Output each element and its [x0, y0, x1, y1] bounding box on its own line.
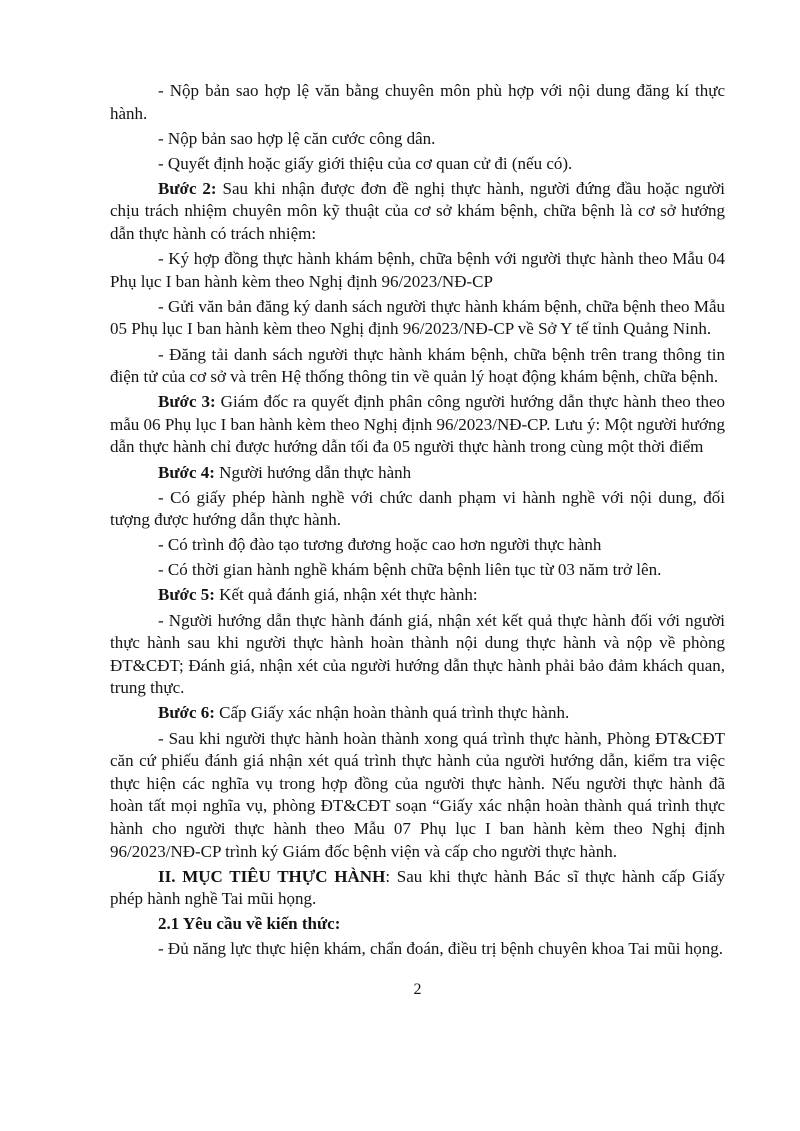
- document-paragraph: [110, 559, 725, 582]
- document-paragraph: [110, 344, 725, 389]
- paragraph-lead: Bước 6:: [158, 703, 215, 723]
- document-paragraph: [110, 80, 725, 125]
- paragraph-text: - Ký hợp đồng thực hành khám bệnh, chữa bệnh với người thực hành theo Mẫu 04 Phụ lục I ban hành kèm theo Nghị định 96/2023/NĐ-CP: [110, 249, 725, 291]
- subsection-heading-kien-thuc: [110, 913, 725, 936]
- paragraph-text: Sau khi nhận được đơn đề nghị thực hành, người đứng đầu hoặc người chịu trách nhiệm chuyên môn kỹ thuật của cơ sở khám bệnh, chữa bệnh là cơ sở hướng dẫn thực hành có trách nhiệm:: [110, 178, 725, 244]
- document-paragraph-step-3: [110, 391, 725, 459]
- paragraph-lead: II. MỤC TIÊU THỰC HÀNH: [158, 866, 386, 886]
- document-paragraph: [110, 534, 725, 557]
- document-paragraph: [110, 153, 725, 176]
- document-paragraph: [110, 610, 725, 700]
- paragraph-text: - Quyết định hoặc giấy giới thiệu của cơ quan cử đi (nếu có).: [158, 153, 573, 173]
- document-paragraph-step-4: [110, 462, 725, 485]
- page-footer: [110, 979, 725, 1002]
- document-paragraph-step-5: [110, 584, 725, 607]
- paragraph-text: : Sau khi thực hành Bác sĩ thực hành cấp Giấy phép hành nghề Tai mũi họng.: [110, 866, 725, 909]
- paragraph-text: - Nộp bản sao hợp lệ văn bằng chuyên môn phù hợp với nội dung đăng kí thực hành.: [110, 81, 725, 123]
- paragraph-text: - Gửi văn bản đăng ký danh sách người thực hành khám bệnh, chữa bệnh theo Mẫu 05 Phụ lục I ban hành kèm theo Nghị định 96/2023/NĐ-CP về Sở Y tế tỉnh Quảng Ninh.: [110, 296, 725, 339]
- paragraph-lead: Bước 2:: [158, 178, 217, 198]
- paragraph-text: - Nộp bản sao hợp lệ căn cước công dân.: [158, 128, 436, 148]
- paragraph-text: - Có thời gian hành nghề khám bệnh chữa bệnh liên tục từ 03 năm trở lên.: [158, 560, 662, 580]
- paragraph-text: - Đăng tải danh sách người thực hành khám bệnh, chữa bệnh trên trang thông tin điện tử của cơ sở và trên Hệ thống thông tin về quản lý hoạt động khám bệnh, chữa bệnh.: [110, 344, 725, 387]
- paragraph-text: - Người hướng dẫn thực hành đánh giá, nhận xét kết quả thực hành đối với người thực hành sau khi người thực hành hoàn thành nội dung thực hành và nộp về phòng ĐT&CĐT; Đánh giá, nhận xét của người hướng dẫn thực hành phải bảo đảm khách quan, trung thực.: [110, 610, 725, 698]
- paragraph-lead: Bước 5:: [158, 585, 215, 605]
- document-paragraph: [110, 248, 725, 293]
- paragraph-lead: Bước 3:: [158, 392, 216, 412]
- document-paragraph: [110, 128, 725, 151]
- document-paragraph: [110, 487, 725, 532]
- paragraph-text: Người hướng dẫn thực hành: [214, 462, 412, 482]
- page-number: 2: [413, 980, 422, 998]
- section-heading-muc-tieu: [110, 866, 725, 911]
- document-paragraph: [110, 938, 725, 961]
- document-paragraph-step-6: [110, 702, 725, 725]
- paragraph-text: - Sau khi người thực hành hoàn thành xong quá trình thực hành, Phòng ĐT&CĐT căn cứ phiếu đánh giá nhận xét quá trình thực hành của người hướng dẫn, kiểm tra việc thực hiện các nghĩa vụ trong hợp đồng của người thực hành. Nếu người thực hành đã hoàn tất mọi nghĩa vụ, phòng ĐT&CĐT soạn “Giấy xác nhận hoàn thành quá trình thực hành cho người thực hành theo Mẫu 07 Phụ lục I ban hành kèm theo Nghị định 96/2023/NĐ-CP trình ký Giám đốc bệnh viện và cấp cho người thực hành.: [110, 728, 725, 861]
- paragraph-text: - Đủ năng lực thực hiện khám, chẩn đoán, điều trị bệnh chuyên khoa Tai mũi họng.: [158, 939, 724, 959]
- paragraph-text: Giám đốc ra quyết định phân công người hướng dẫn thực hành theo theo mẫu 06 Phụ lục I ban hành kèm theo Nghị định 96/2023/NĐ-CP. Lưu ý: Một người hướng dẫn thực hành chỉ được hướng dẫn tối đa 05 người thực hành trong cùng một thời điểm: [110, 392, 726, 457]
- document-paragraph: [110, 728, 725, 864]
- paragraph-text: Cấp Giấy xác nhận hoàn thành quá trình thực hành.: [214, 703, 570, 723]
- document-paragraph: [110, 296, 725, 341]
- paragraph-lead: Bước 4:: [158, 462, 215, 482]
- paragraph-text: - Có giấy phép hành nghề với chức danh phạm vi hành nghề với nội dung, đối tượng được hướng dẫn thực hành.: [110, 487, 725, 530]
- paragraph-text: Kết quả đánh giá, nhận xét thực hành:: [214, 585, 478, 605]
- document-paragraph-step-2: [110, 178, 725, 246]
- paragraph-text: - Có trình độ đào tạo tương đương hoặc cao hơn người thực hành: [158, 535, 602, 555]
- paragraph-lead: 2.1 Yêu cầu về kiến thức:: [158, 914, 341, 934]
- document-body: [110, 80, 725, 961]
